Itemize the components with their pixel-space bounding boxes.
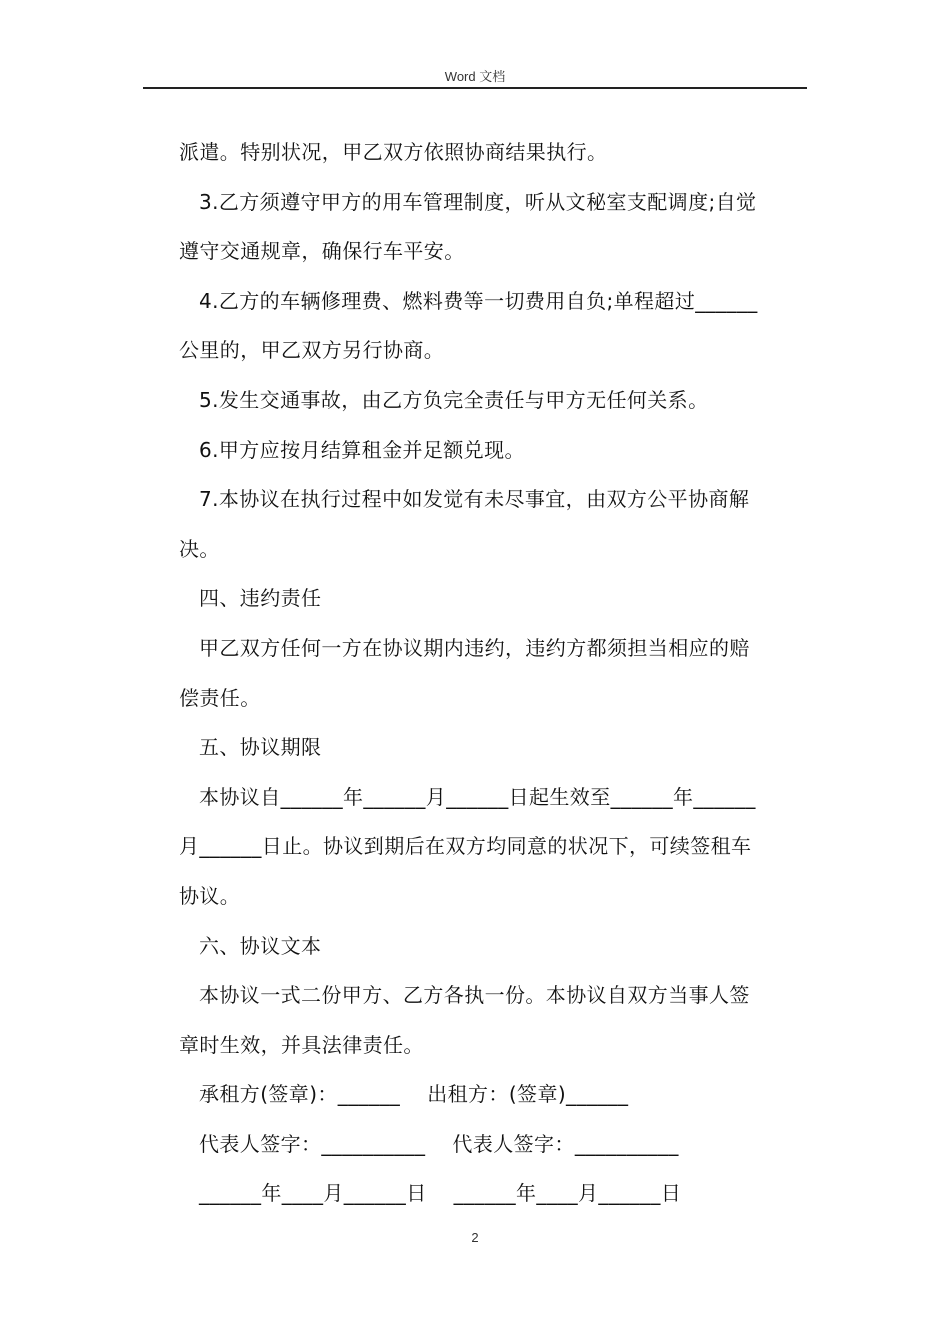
clause-3: 3.乙方须遵守甲方的用车管理制度，听从文秘室支配调度;自觉 <box>199 189 757 214</box>
section-heading-6: 六、协议文本 <box>199 933 322 958</box>
text-line: 派遣。特别状况，甲乙双方依照协商结果执行。 <box>179 140 608 164</box>
clause-6: 6.甲方应按月结算租金并足额兑现。 <box>199 437 525 462</box>
paragraph: 本协议一式二份甲方、乙方各执一份。本协议自双方当事人签 <box>199 983 750 1008</box>
section-heading-5: 五、协议期限 <box>199 735 322 760</box>
section-heading-4: 四、违约责任 <box>199 586 322 611</box>
signature-line: 承租方(签章)：______ 出租方：(签章)______ <box>199 1082 629 1107</box>
text-line: 协议。 <box>179 883 241 908</box>
text-line: 章时生效，并具法律责任。 <box>179 1032 424 1057</box>
text-line: 月______日止。协议到期后在双方均同意的状况下，可续签租车 <box>179 834 752 859</box>
text-line: 公里的，甲乙双方另行协商。 <box>179 338 445 363</box>
page-number: 2 <box>471 1230 479 1245</box>
clause-4: 4.乙方的车辆修理费、燃料费等一切费用自负;单程超过______ <box>199 288 758 313</box>
text-line: 决。 <box>179 536 220 561</box>
page-header: Word 文档 <box>444 69 506 84</box>
text-line: 遵守交通规章，确保行车平安。 <box>179 239 465 264</box>
header-rule <box>143 87 807 89</box>
document-body <box>179 128 804 1219</box>
clause-5: 5.发生交通事故，由乙方负完全责任与甲方无任何关系。 <box>199 387 709 412</box>
paragraph: 本协议自______年______月______日起生效至______年______ <box>199 784 756 809</box>
clause-7: 7.本协议在执行过程中如发觉有未尽事宜，由双方公平协商解 <box>199 487 750 512</box>
date-line: ______年____月______日 ______年____月______日 <box>199 1181 682 1206</box>
text-line: 偿责任。 <box>179 685 261 710</box>
representative-line: 代表人签字：__________ 代表人签字：__________ <box>199 1131 679 1156</box>
paragraph: 甲乙双方任何一方在协议期内违约，违约方都须担当相应的赔 <box>199 635 750 660</box>
